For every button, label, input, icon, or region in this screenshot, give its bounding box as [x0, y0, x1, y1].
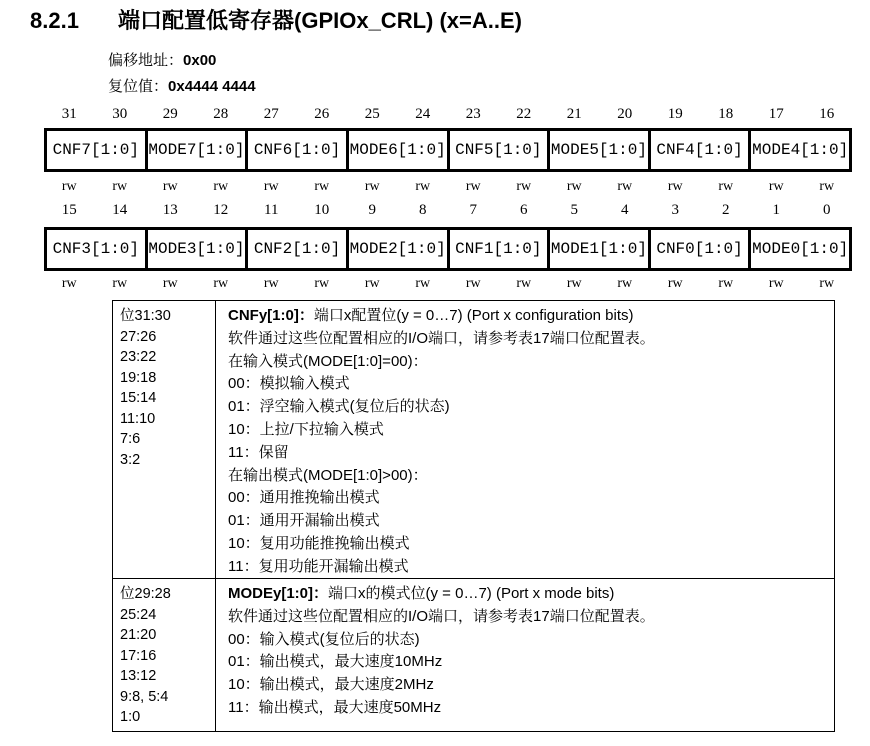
- field-title-line: [228, 583, 824, 606]
- register-field: MODE1[1:0]: [550, 230, 651, 268]
- register-field: MODE5[1:0]: [550, 131, 651, 169]
- register-field: MODE3[1:0]: [148, 230, 249, 268]
- bit-number: 2: [722, 202, 730, 218]
- bits-range: 21:20: [120, 627, 157, 643]
- access-flag: rw: [213, 276, 229, 291]
- offset-address-line: [108, 52, 216, 70]
- desc-line: 11：复用功能开漏输出模式: [228, 557, 409, 575]
- access-flag: rw: [566, 276, 582, 291]
- bit-number: 31: [61, 106, 77, 122]
- section-heading: [30, 8, 522, 34]
- bits-range: 3:2: [120, 451, 141, 468]
- desc-line: 10：上拉/下拉输入模式: [228, 420, 384, 438]
- access-flag: rw: [516, 276, 532, 291]
- access-flag: rw: [718, 276, 734, 291]
- bit-number: 22: [516, 106, 532, 122]
- bit-number: 9: [368, 202, 376, 218]
- register-field: MODE6[1:0]: [349, 131, 450, 169]
- bits-range: 17:16: [120, 647, 157, 664]
- bit-number: 30: [112, 106, 128, 122]
- bits-range: 23:22: [120, 349, 157, 365]
- desc-line: 10：复用功能推挽输出模式: [228, 534, 410, 552]
- register-field: MODE0[1:0]: [752, 240, 849, 258]
- access-flag: rw: [819, 179, 835, 194]
- bit-number: 11: [264, 202, 279, 218]
- desc-line: 软件通过这些位配置相应的I/O端口，请参考表17端口位配置表。: [228, 607, 655, 625]
- access-flag: rw: [617, 179, 633, 194]
- bit-number: 4: [621, 202, 629, 218]
- access-flag: rw: [415, 179, 431, 194]
- bits-range: 位29:28: [120, 586, 171, 602]
- access-flag: rw: [768, 276, 784, 291]
- access-flag: rw: [263, 276, 279, 291]
- bits-range: 19:18: [120, 369, 157, 386]
- bit-number: 28: [213, 106, 229, 122]
- desc-body-cnf: [216, 301, 834, 578]
- register-field: CNF0[1:0]: [651, 230, 752, 268]
- bits-range: 15:14: [120, 390, 157, 406]
- bit-number: 20: [617, 106, 633, 122]
- desc-bits-mode: [113, 579, 216, 731]
- bit-number: 19: [667, 106, 683, 122]
- bit-number: 6: [520, 202, 528, 218]
- register-field-table-low: [44, 227, 852, 271]
- access-flag: rw: [61, 276, 77, 291]
- desc-row-cnf: [113, 301, 834, 579]
- reset-value-value: 0x4444 4444: [168, 78, 256, 95]
- field-name: CNFy[1:0]：: [228, 307, 314, 324]
- bit-number: 24: [415, 106, 431, 122]
- access-flag: rw: [667, 276, 683, 291]
- access-flag: rw: [112, 179, 128, 194]
- bit-number: 25: [364, 106, 380, 122]
- bit-numbers-row-low: [44, 202, 852, 219]
- access-flag: rw: [162, 276, 178, 291]
- bit-number: 14: [112, 202, 128, 218]
- desc-line: 软件通过这些位配置相应的I/O端口，请参考表17端口位配置表。: [228, 329, 655, 347]
- desc-line: 00：通用推挽输出模式: [228, 489, 380, 507]
- register-field: CNF5[1:0]: [450, 131, 551, 169]
- bit-number: 15: [61, 202, 77, 218]
- desc-line: 在输入模式(MODE[1:0]=00)：: [228, 352, 428, 370]
- register-field: CNF1[1:0]: [450, 230, 551, 268]
- desc-line: 01：输出模式，最大速度10MHz: [228, 653, 443, 671]
- access-flag: rw: [364, 179, 380, 194]
- bit-number: 5: [570, 202, 578, 218]
- bit-number: 8: [419, 202, 427, 218]
- desc-row-mode: [113, 579, 834, 731]
- access-flag: rw: [566, 179, 582, 194]
- bit-number: 13: [162, 202, 178, 218]
- bit-numbers-row-high: [44, 106, 852, 123]
- bits-range: 7:6: [120, 431, 141, 447]
- desc-line: 10：输出模式，最大速度2MHz: [228, 676, 434, 694]
- access-flag: rw: [415, 276, 431, 291]
- desc-bits-cnf: [113, 301, 216, 578]
- bits-range: 9:8, 5:4: [120, 688, 169, 705]
- field-title-rest: 端口x的模式位(y = 0…7) (Port x mode bits): [328, 585, 615, 602]
- register-field: CNF3[1:0]: [47, 230, 148, 268]
- bit-number: 0: [823, 202, 831, 218]
- register-field: CNF6[1:0]: [248, 131, 349, 169]
- access-flag: rw: [819, 276, 835, 291]
- bit-number: 21: [566, 106, 582, 122]
- bit-number: 10: [314, 202, 330, 218]
- bits-range: 位31:30: [120, 308, 171, 324]
- access-flag: rw: [768, 179, 784, 194]
- bit-number: 3: [671, 202, 679, 218]
- desc-line: 01：浮空输入模式(复位后的状态): [228, 398, 450, 416]
- desc-line: 在输出模式(MODE[1:0]>00)：: [228, 466, 428, 484]
- access-flag: rw: [718, 179, 734, 194]
- bit-number: 23: [465, 106, 481, 122]
- field-title-line: [228, 305, 824, 328]
- access-flag: rw: [314, 179, 330, 194]
- access-flag: rw: [263, 179, 279, 194]
- access-flag: rw: [465, 179, 481, 194]
- bits-range: 13:12: [120, 668, 157, 684]
- access-flag: rw: [465, 276, 481, 291]
- offset-address-value: 0x00: [183, 52, 217, 69]
- access-flag: rw: [162, 179, 178, 194]
- bit-number: 1: [772, 202, 780, 218]
- field-name: MODEy[1:0]：: [228, 585, 329, 602]
- bit-description-table: [112, 300, 835, 732]
- access-flag: rw: [314, 276, 330, 291]
- desc-line: 11：保留: [228, 443, 289, 461]
- page-title: 端口配置低寄存器(GPIOx_CRL) (x=A..E): [118, 8, 522, 33]
- field-title-rest: 端口x配置位(y = 0…7) (Port x configuration bits): [313, 307, 634, 324]
- access-row-high: [44, 179, 852, 194]
- desc-line: 11：输出模式，最大速度50MHz: [228, 698, 442, 716]
- bits-range: 25:24: [120, 606, 157, 623]
- reset-value-line: [108, 78, 256, 96]
- register-field: MODE2[1:0]: [349, 230, 450, 268]
- desc-line: 00：模拟输入模式: [228, 375, 350, 393]
- bit-number: 7: [469, 202, 477, 218]
- access-flag: rw: [61, 179, 77, 194]
- offset-address-label: 偏移地址：: [108, 52, 184, 69]
- register-field: CNF2[1:0]: [248, 230, 349, 268]
- access-flag: rw: [516, 179, 532, 194]
- register-field: MODE7[1:0]: [148, 131, 249, 169]
- access-row-low: [44, 276, 852, 291]
- bit-number: 12: [213, 202, 229, 218]
- desc-line: 01：通用开漏输出模式: [228, 512, 380, 530]
- register-field-table-high: [44, 128, 852, 172]
- bit-number: 17: [768, 106, 784, 122]
- register-field: MODE4[1:0]: [752, 141, 849, 159]
- access-flag: rw: [213, 179, 229, 194]
- access-flag: rw: [364, 276, 380, 291]
- bits-range: 27:26: [120, 328, 157, 345]
- bits-range: 11:10: [120, 410, 156, 427]
- reset-value-label: 复位值：: [108, 78, 169, 95]
- bit-number: 26: [314, 106, 330, 122]
- section-number: 8.2.1: [30, 8, 79, 33]
- register-field: CNF7[1:0]: [47, 131, 148, 169]
- bits-range: 1:0: [120, 709, 141, 725]
- access-flag: rw: [667, 179, 683, 194]
- access-flag: rw: [112, 276, 128, 291]
- bit-number: 16: [819, 106, 835, 122]
- register-field: CNF4[1:0]: [651, 131, 752, 169]
- bit-number: 29: [162, 106, 178, 122]
- bit-number: 18: [718, 106, 734, 122]
- access-flag: rw: [617, 276, 633, 291]
- desc-line: 00：输入模式(复位后的状态): [228, 630, 420, 648]
- bit-number: 27: [263, 106, 279, 122]
- desc-body-mode: [216, 579, 834, 731]
